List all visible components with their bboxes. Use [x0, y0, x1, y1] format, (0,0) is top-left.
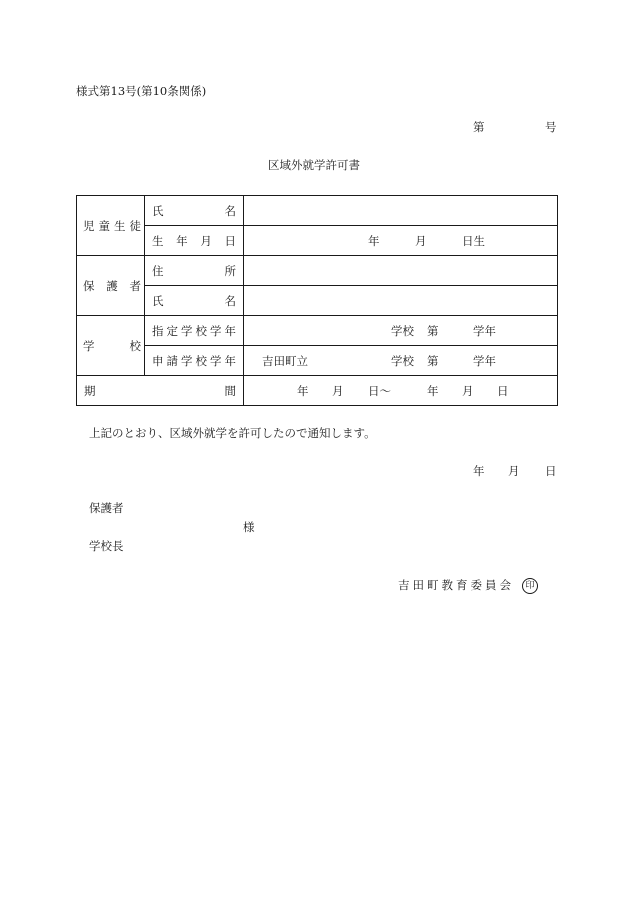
applied-school-row: [77, 346, 558, 376]
birth-day-unit: 日生: [462, 233, 485, 248]
guardian-address-field[interactable]: [244, 256, 558, 286]
designated-school-field[interactable]: [244, 316, 558, 346]
period-year2-unit: 年: [427, 383, 439, 398]
recipient-guardian: 保護者: [89, 501, 124, 515]
guardian-name-row: [77, 286, 558, 316]
designated-grade-unit: 学年: [473, 323, 496, 338]
applied-town-prefix: 吉田町立: [262, 353, 308, 368]
date-month-unit: 月: [508, 464, 520, 478]
guardian-name-label: 氏 名: [152, 293, 236, 308]
period-label-end: 間: [224, 383, 236, 398]
recipient-honorific: 様: [243, 520, 255, 534]
school-group-label: 学 校: [83, 338, 141, 353]
guardian-name-field[interactable]: [244, 286, 558, 316]
student-birth-label: 生 年 月 日: [152, 233, 236, 248]
doc-number-dai: 第: [473, 120, 485, 134]
applied-grade-unit: 学年: [473, 353, 496, 368]
period-year1-unit: 年: [297, 383, 309, 398]
date-year-unit: 年: [473, 464, 485, 478]
issuer-block: [398, 578, 538, 594]
issuer-name: 吉田町教育委員会: [398, 578, 514, 592]
designated-school-row: [77, 316, 558, 346]
document-title: 区域外就学許可書: [268, 158, 360, 172]
seal-mark: 印: [522, 578, 538, 594]
student-group-label: 児 童 生 徒: [83, 218, 141, 233]
birth-year-unit: 年: [368, 233, 380, 248]
applied-school-unit: 学校: [391, 353, 414, 368]
form-number: 様式第13号(第10条関係): [76, 84, 207, 98]
period-day2-unit: 日: [497, 383, 509, 398]
period-label-start: 期: [84, 383, 96, 398]
birth-month-unit: 月: [415, 233, 427, 248]
doc-number-go: 号: [545, 120, 557, 134]
guardian-group-label: 保 護 者: [83, 278, 141, 293]
student-name-row: [77, 196, 558, 226]
period-row: [77, 376, 558, 406]
recipient-principal: 学校長: [89, 539, 124, 553]
designated-dai-unit: 第: [427, 323, 439, 338]
student-birth-row: [77, 226, 558, 256]
designated-school-unit: 学校: [391, 323, 414, 338]
applied-school-field[interactable]: [244, 346, 558, 376]
permit-table: [76, 195, 558, 406]
student-birth-field[interactable]: [244, 226, 558, 256]
guardian-address-row: [77, 256, 558, 286]
applied-dai-unit: 第: [427, 353, 439, 368]
student-name-field[interactable]: [244, 196, 558, 226]
body-text: 上記のとおり、区域外就学を許可したので通知します。: [89, 426, 376, 440]
student-name-label: 氏 名: [152, 203, 236, 218]
designated-school-label: 指 定 学 校 学 年: [152, 323, 236, 338]
period-field[interactable]: [244, 376, 558, 406]
period-day1-unit: 日〜: [368, 383, 391, 398]
period-month1-unit: 月: [332, 383, 344, 398]
date-day-unit: 日: [545, 464, 557, 478]
guardian-address-label: 住 所: [152, 263, 236, 278]
period-month2-unit: 月: [462, 383, 474, 398]
applied-school-label: 申 請 学 校 学 年: [152, 353, 236, 368]
